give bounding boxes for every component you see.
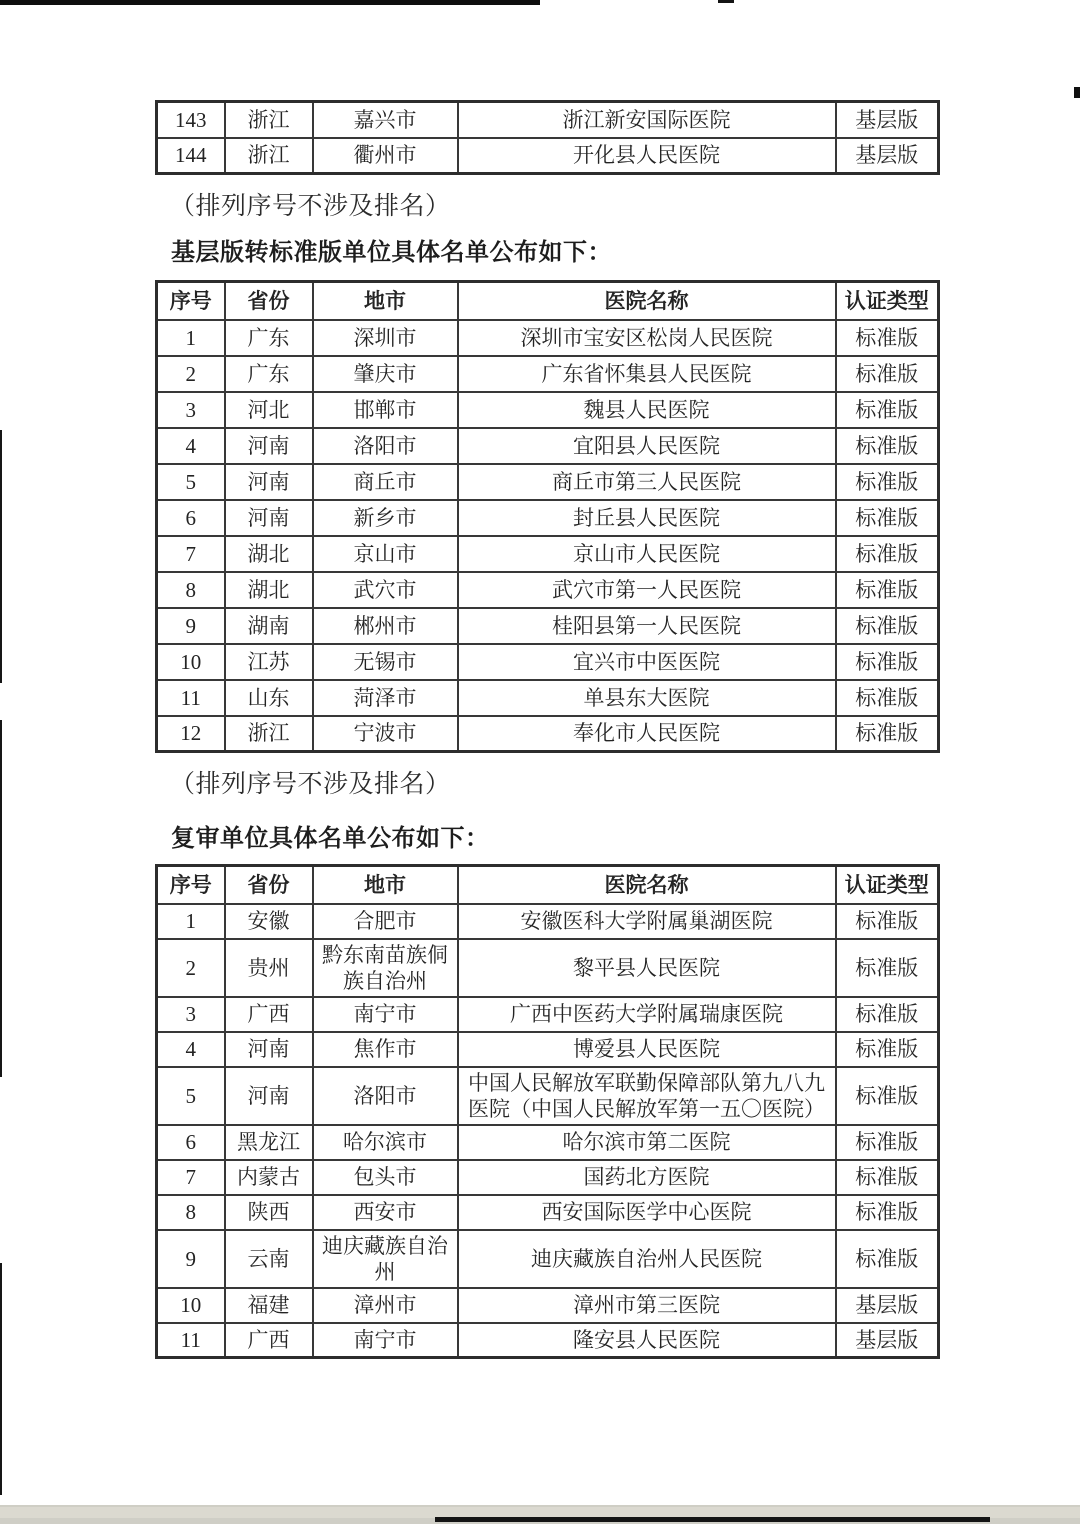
table-cell: 9 <box>157 608 225 644</box>
table-cell: 广东省怀集县人民医院 <box>458 356 836 392</box>
table-cell: 7 <box>157 536 225 572</box>
ranking-disclaimer-note: （排列序号不涉及排名） <box>170 193 451 220</box>
table-cell: 安徽 <box>225 904 313 939</box>
table-cell: 12 <box>157 716 225 752</box>
scan-artifact-bottom-strip <box>0 1518 1080 1524</box>
table-row <box>157 904 939 939</box>
table-cell: 143 <box>157 102 225 138</box>
table-cell: 魏县人民医院 <box>458 392 836 428</box>
column-header: 地市 <box>313 866 458 904</box>
table-row <box>157 1032 939 1067</box>
table-cell: 11 <box>157 680 225 716</box>
table-cell: 标准版 <box>836 644 939 680</box>
table-row <box>157 644 939 680</box>
scan-artifact-top-bar <box>0 0 540 5</box>
table-row <box>157 536 939 572</box>
scan-artifact-bottom-band <box>0 1507 1080 1518</box>
table-cell: 迪庆藏族自治州人民医院 <box>458 1230 836 1288</box>
table-cell: 包头市 <box>313 1160 458 1195</box>
scan-artifact-left-edge <box>0 1263 2 1495</box>
table-row <box>157 428 939 464</box>
table-cell: 3 <box>157 997 225 1032</box>
table-cell: 西安国际医学中心医院 <box>458 1195 836 1230</box>
table-cell: 漳州市第三医院 <box>458 1288 836 1323</box>
table-cell: 标准版 <box>836 320 939 356</box>
table-cell: 邯郸市 <box>313 392 458 428</box>
table-cell: 隆安县人民医院 <box>458 1323 836 1358</box>
table-cell: 博爱县人民医院 <box>458 1032 836 1067</box>
table-row <box>157 356 939 392</box>
table-cell: 144 <box>157 138 225 174</box>
table-cell: 衢州市 <box>313 138 458 174</box>
table-row <box>157 1323 939 1358</box>
column-header: 地市 <box>313 282 458 320</box>
table-cell: 标准版 <box>836 1067 939 1125</box>
table-cell: 标准版 <box>836 500 939 536</box>
table-cell: 陕西 <box>225 1195 313 1230</box>
table-row <box>157 464 939 500</box>
scan-artifact-bottom-black <box>435 1517 990 1522</box>
table-cell: 河南 <box>225 428 313 464</box>
section-heading-basic-to-standard: 基层版转标准版单位具体名单公布如下： <box>171 240 612 266</box>
table-cell: 开化县人民医院 <box>458 138 836 174</box>
table-cell: 标准版 <box>836 1032 939 1067</box>
table-cell: 5 <box>157 464 225 500</box>
table-cell: 标准版 <box>836 536 939 572</box>
basic-to-standard-table <box>155 280 940 753</box>
table-cell: 标准版 <box>836 1125 939 1160</box>
table-cell: 10 <box>157 1288 225 1323</box>
table-row <box>157 572 939 608</box>
table-cell: 漳州市 <box>313 1288 458 1323</box>
table-cell: 标准版 <box>836 572 939 608</box>
table-row <box>157 1195 939 1230</box>
table-cell: 标准版 <box>836 356 939 392</box>
table-cell: 2 <box>157 356 225 392</box>
table-row <box>157 997 939 1032</box>
table-cell: 南宁市 <box>313 997 458 1032</box>
table-cell: 深圳市宝安区松岗人民医院 <box>458 320 836 356</box>
column-header: 医院名称 <box>458 866 836 904</box>
table-cell: 4 <box>157 1032 225 1067</box>
table-cell: 桂阳县第一人民医院 <box>458 608 836 644</box>
column-header: 省份 <box>225 866 313 904</box>
table-cell: 山东 <box>225 680 313 716</box>
table-cell: 安徽医科大学附属巢湖医院 <box>458 904 836 939</box>
table-cell: 湖南 <box>225 608 313 644</box>
table-header-row <box>157 866 939 904</box>
table-row <box>157 608 939 644</box>
table-cell: 哈尔滨市第二医院 <box>458 1125 836 1160</box>
table-cell: 9 <box>157 1230 225 1288</box>
table-cell: 11 <box>157 1323 225 1358</box>
table-cell: 浙江 <box>225 138 313 174</box>
table-cell: 奉化市人民医院 <box>458 716 836 752</box>
table-cell: 河南 <box>225 500 313 536</box>
table-row <box>157 939 939 997</box>
review-units-table <box>155 864 940 1359</box>
column-header: 序号 <box>157 282 225 320</box>
table-cell: 广西中医药大学附属瑞康医院 <box>458 997 836 1032</box>
table-cell: 武穴市 <box>313 572 458 608</box>
table-cell: 新乡市 <box>313 500 458 536</box>
scan-artifact-bottom-line <box>0 1505 1080 1507</box>
table-cell: 1 <box>157 904 225 939</box>
table-cell: 广东 <box>225 356 313 392</box>
table-cell: 武穴市第一人民医院 <box>458 572 836 608</box>
table-row <box>157 102 939 138</box>
table-row <box>157 1160 939 1195</box>
table-cell: 肇庆市 <box>313 356 458 392</box>
table-cell: 单县东大医院 <box>458 680 836 716</box>
table-cell: 6 <box>157 500 225 536</box>
table-cell: 黔东南苗族侗族自治州 <box>313 939 458 997</box>
table-cell: 标准版 <box>836 1195 939 1230</box>
scan-artifact-left-edge <box>0 720 2 1077</box>
table-cell: 迪庆藏族自治州 <box>313 1230 458 1288</box>
column-header: 医院名称 <box>458 282 836 320</box>
table-cell: 标准版 <box>836 904 939 939</box>
table-cell: 宜兴市中医医院 <box>458 644 836 680</box>
table-cell: 8 <box>157 1195 225 1230</box>
table-row <box>157 138 939 174</box>
table-cell: 哈尔滨市 <box>313 1125 458 1160</box>
table-row <box>157 1125 939 1160</box>
table-cell: 标准版 <box>836 1230 939 1288</box>
table-cell: 广西 <box>225 1323 313 1358</box>
table-cell: 3 <box>157 392 225 428</box>
table-cell: 标准版 <box>836 428 939 464</box>
table-cell: 深圳市 <box>313 320 458 356</box>
table-cell: 河南 <box>225 464 313 500</box>
table-cell: 中国人民解放军联勤保障部队第九八九医院（中国人民解放军第一五〇医院） <box>458 1067 836 1125</box>
table-cell: 基层版 <box>836 1288 939 1323</box>
ranking-disclaimer-note: （排列序号不涉及排名） <box>170 771 451 798</box>
table-cell: 湖北 <box>225 572 313 608</box>
table-cell: 基层版 <box>836 138 939 174</box>
column-header: 序号 <box>157 866 225 904</box>
table-cell: 浙江 <box>225 716 313 752</box>
table-header-row <box>157 282 939 320</box>
scan-artifact-top-tick <box>718 0 734 3</box>
table-cell: 标准版 <box>836 464 939 500</box>
table-cell: 菏泽市 <box>313 680 458 716</box>
table-cell: 8 <box>157 572 225 608</box>
table-cell: 宜阳县人民医院 <box>458 428 836 464</box>
table-cell: 宁波市 <box>313 716 458 752</box>
table-cell: 国药北方医院 <box>458 1160 836 1195</box>
table-cell: 京山市 <box>313 536 458 572</box>
table-cell: 1 <box>157 320 225 356</box>
table-cell: 郴州市 <box>313 608 458 644</box>
column-header: 认证类型 <box>836 866 939 904</box>
table-cell: 江苏 <box>225 644 313 680</box>
table-cell: 标准版 <box>836 997 939 1032</box>
table-cell: 标准版 <box>836 392 939 428</box>
table-cell: 标准版 <box>836 1160 939 1195</box>
continuation-table <box>155 100 940 175</box>
table-cell: 贵州 <box>225 939 313 997</box>
table-cell: 浙江新安国际医院 <box>458 102 836 138</box>
table-row <box>157 680 939 716</box>
table-cell: 标准版 <box>836 680 939 716</box>
scan-artifact-right-tick <box>1074 87 1080 98</box>
table-cell: 西安市 <box>313 1195 458 1230</box>
table-cell: 洛阳市 <box>313 1067 458 1125</box>
table-cell: 福建 <box>225 1288 313 1323</box>
table-row <box>157 716 939 752</box>
table-cell: 黎平县人民医院 <box>458 939 836 997</box>
table-cell: 河北 <box>225 392 313 428</box>
table-row <box>157 1230 939 1288</box>
table-row <box>157 1067 939 1125</box>
table-cell: 广东 <box>225 320 313 356</box>
scan-artifact-left-edge <box>0 430 2 683</box>
table-row <box>157 392 939 428</box>
table-cell: 湖北 <box>225 536 313 572</box>
table-cell: 浙江 <box>225 102 313 138</box>
table-cell: 云南 <box>225 1230 313 1288</box>
table-cell: 黑龙江 <box>225 1125 313 1160</box>
column-header: 省份 <box>225 282 313 320</box>
table-cell: 河南 <box>225 1032 313 1067</box>
table-cell: 合肥市 <box>313 904 458 939</box>
table-cell: 7 <box>157 1160 225 1195</box>
table-cell: 标准版 <box>836 939 939 997</box>
table-row <box>157 500 939 536</box>
table-cell: 商丘市第三人民医院 <box>458 464 836 500</box>
section-heading-review: 复审单位具体名单公布如下： <box>171 826 490 852</box>
table-cell: 标准版 <box>836 608 939 644</box>
table-cell: 6 <box>157 1125 225 1160</box>
table-cell: 无锡市 <box>313 644 458 680</box>
table-cell: 4 <box>157 428 225 464</box>
table-cell: 基层版 <box>836 1323 939 1358</box>
table-cell: 河南 <box>225 1067 313 1125</box>
table-cell: 京山市人民医院 <box>458 536 836 572</box>
table-cell: 10 <box>157 644 225 680</box>
table-cell: 嘉兴市 <box>313 102 458 138</box>
table-row <box>157 320 939 356</box>
table-cell: 洛阳市 <box>313 428 458 464</box>
table-cell: 内蒙古 <box>225 1160 313 1195</box>
table-cell: 商丘市 <box>313 464 458 500</box>
table-cell: 2 <box>157 939 225 997</box>
table-cell: 焦作市 <box>313 1032 458 1067</box>
table-cell: 封丘县人民医院 <box>458 500 836 536</box>
table-row <box>157 1288 939 1323</box>
table-cell: 南宁市 <box>313 1323 458 1358</box>
table-cell: 5 <box>157 1067 225 1125</box>
table-cell: 标准版 <box>836 716 939 752</box>
document-content <box>155 100 939 1359</box>
table-cell: 基层版 <box>836 102 939 138</box>
table-cell: 广西 <box>225 997 313 1032</box>
column-header: 认证类型 <box>836 282 939 320</box>
